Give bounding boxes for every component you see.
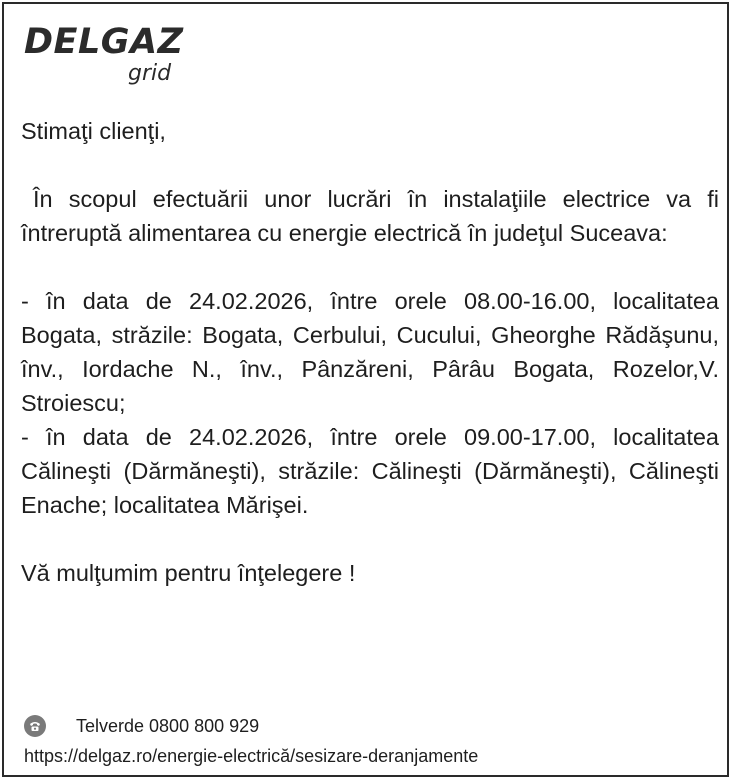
logo-sub: grid [128,61,172,86]
logo-brand: DELGAZ [24,22,184,62]
phone-icon [24,715,46,737]
outage-item: - în data de 24.02.2026, între orele 08.00-16.00, localitatea Bogata, străzile: Bogata, Cerbului, Cucului, Gheorghe Rădăşunu, înv., Iordache N., înv., Pânzăreni, Pârâu Bogata, Rozelor,V. Stroiescu; [21,288,719,416]
greeting: Stimaţi clienţi, [21,118,166,144]
thanks-line: Vă mulţumim pentru înţelegere ! [21,560,356,586]
footer-url: https://delgaz.ro/energie-electrică/sesizare-deranjamente [24,746,479,766]
phone-text: Telverde 0800 800 929 [76,715,260,736]
notice-body [21,114,719,590]
notice-frame [2,2,729,777]
intro-paragraph: În scopul efectuării unor lucrări în instalaţiile electrice va fi întreruptă alimentarea cu energie electrică în judeţul Suceava: [21,186,719,246]
outage-item: - în data de 24.02.2026, între orele 09.00-17.00, localitatea Călineşti (Dărmăneşti), străzile: Călineşti (Dărmăneşti), Călineşti Enache; localitatea Mărişei. [21,424,719,518]
footer-phone [24,712,344,740]
delgaz-logo [24,22,194,92]
